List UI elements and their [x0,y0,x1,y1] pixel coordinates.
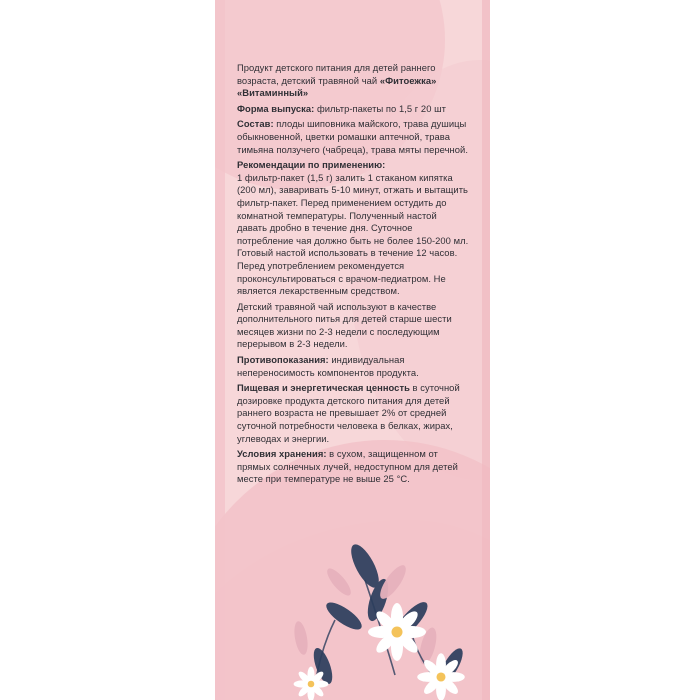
storage-value: в сухом, защищенном от прямых солнечных лучей, недоступном для детей месте при температуре не выше 25 °С. [237,448,458,485]
storage-label: Условия хранения: [237,448,327,460]
background-left [0,0,215,700]
package-label-text [237,62,469,486]
composition-paragraph [237,118,469,156]
nutrition-value: в суточной дозировке продукта детского питания для детей раннего возраста не превышает 2% от средней суточной потребности человека в белках, жирах, углеводах и энергии. [237,382,460,444]
usage-value: 1 фильтр-пакет (1,5 г) залить 1 стаканом кипятка (200 мл), заваривать 5-10 минут, отжать и вытащить фильтр-пакет. Перед применением остудить до комнатной температуры. Полученный настой давать дробно в течение дня. Суточное потребление чая должно быть не более 150-200 мл. Готовый настой использовать в течение 12 часов. Перед употреблением рекомендуется проконсультироваться с врачом-педиатром. Не является лекарственным средством. [237,171,469,297]
nutrition-paragraph [237,382,469,445]
intro-text: Продукт детского питания для детей раннего возраста, детский травяной чай [237,62,436,86]
form-value: фильтр-пакеты по 1,5 г 20 шт [314,102,447,114]
usage-extra: Детский травяной чай используют в качестве дополнительного питья для детей старше шести месяцев жизни по 2-3 недели с последующим перерывом в 2-3 недели. [237,300,452,350]
composition-value: плоды шиповника майского, трава душицы обыкновенной, цветки ромашки аптечной, трава тимьяна ползучего (чабреца), трава мяты перечной. [237,118,468,155]
contra-label: Противопоказания: [237,354,329,366]
storage-paragraph [237,448,469,486]
package-edge-left [215,0,225,700]
contra-paragraph [237,354,469,379]
nutrition-label: Пищевая и энергетическая ценность [237,382,410,394]
product-package [215,0,490,700]
brand-name: «Фитоежка» «Витаминный» [237,74,437,99]
contra-value: индивидуальная непереносимость компонентов продукта. [237,354,419,378]
usage-heading [237,159,469,172]
package-edge-right [482,0,490,700]
usage-label: Рекомендации по применению: [237,159,386,171]
usage-paragraph [237,172,469,298]
usage-extra-paragraph [237,301,469,351]
intro-paragraph [237,62,469,100]
form-label: Форма выпуска: [237,102,315,114]
form-paragraph [237,103,469,116]
composition-label: Состав: [237,118,274,130]
background-right [490,0,700,700]
